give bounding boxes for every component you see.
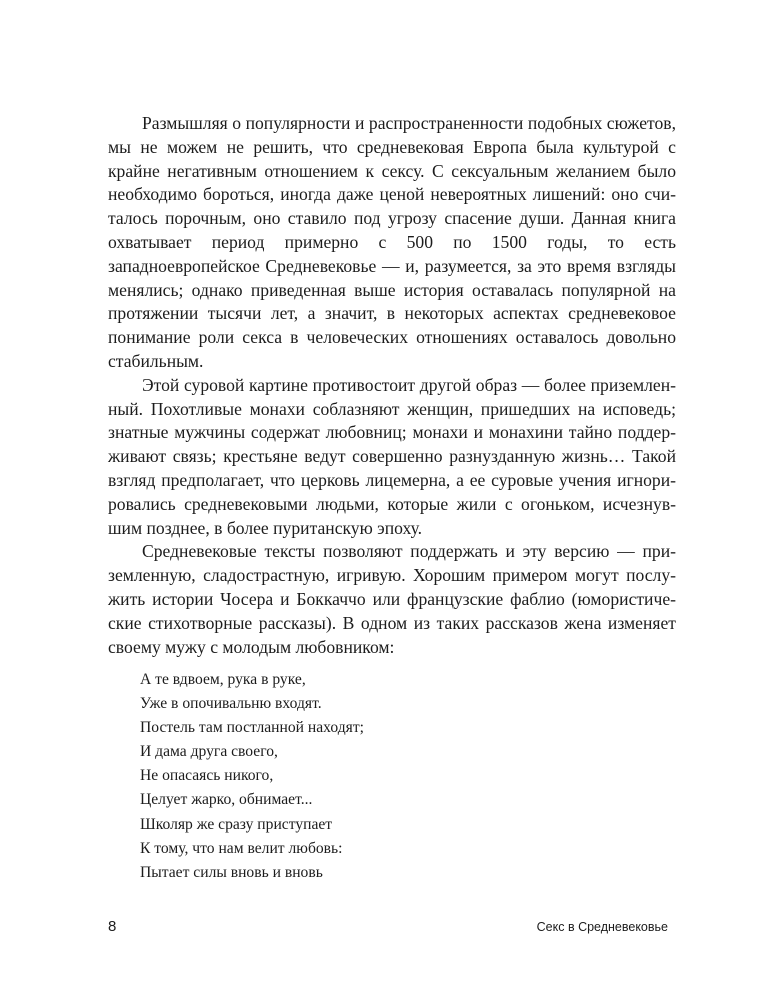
verse-line: К тому, что нам велит любовь: xyxy=(140,839,343,857)
body-paragraph: Размышляя о популярности и распространенности подобных сюжетов, мы не можем не решить, что средневековая Европа была культурой с крайне негативным отношением к сексу. С сексуальным желанием было необходимо бороться, иногда даже ценой невероятных лишений: оно считалось порочным, оно ставило под угрозу спасение души. Данная книга охватывает период примерно с 500 по 1500 годы, то есть западноевропейское Средневековье — и, разумеется, за это время взгляды менялись; однако приведенная выше история оставалась популярной на протяжении тысячи лет, а значит, в некоторых аспектах средневековое понимание роли секса в человеческих отношениях оставалось довольно стабильным. xyxy=(108,113,676,371)
running-title: Секс в Средневековье xyxy=(536,920,668,934)
verse-line: Не опасаясь никого, xyxy=(140,767,274,785)
body-paragraph: Этой суровой картине противостоит другой образ — более приземленный. Похотливые монахи соблазняют женщин, пришедших на исповедь; знатные мужчины содержат любовниц; монахи и монахини тайно поддерживают связь; крестьяне ведут совершенно разнузданную жизнь… Такой взгляд предполагает, что церковь лицемерна, а ее суровые учения игнорировались средневековыми людьми, которые жили с огоньком, исчезнувшим позднее, в более пуританскую эпоху. xyxy=(108,374,676,538)
verse-quotation xyxy=(140,668,364,885)
verse-line: А те вдвоем, рука в руке, xyxy=(140,671,306,688)
verse-line: Школяр же сразу приступает xyxy=(140,815,333,833)
verse-line: Уже в опочивальню входят. xyxy=(140,695,322,713)
page-number: 8 xyxy=(108,918,117,935)
verse-line: И дама друга своего, xyxy=(140,743,278,761)
verse-line: Постель там постланной находят; xyxy=(140,719,364,737)
main-text-block xyxy=(108,112,676,659)
verse-line: Пытает силы вновь и вновь xyxy=(140,863,323,881)
verse-line: Целует жарко, обнимает... xyxy=(140,791,313,809)
body-paragraph: Средневековые тексты позволяют поддержать и эту версию — приземленную, сладострастную, игривую. Хорошим примером могут послужить истории Чосера и Боккаччо или французские фаблио (юмористические стихотворные рассказы). В одном из таких рассказов жена изменяет своему мужу с молодым любовником: xyxy=(108,541,676,657)
